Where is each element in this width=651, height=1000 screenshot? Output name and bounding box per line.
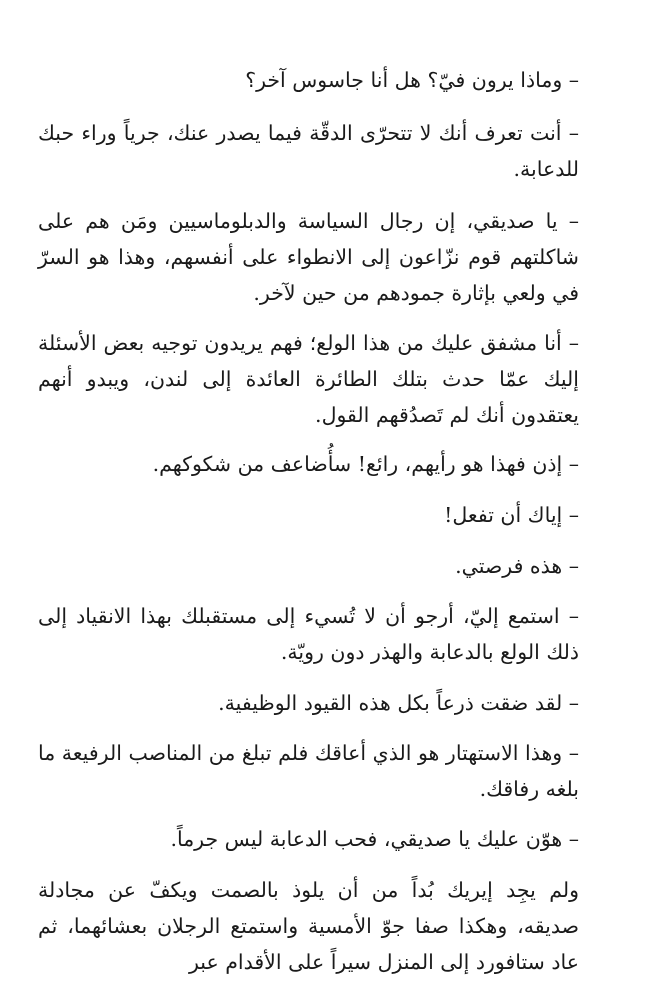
dialogue-line: – هوّن عليك يا صديقي، فحب الدعابة ليس جرماً. <box>170 827 579 851</box>
dialogue-line: – إذن فهذا هو رأيهم، رائع! سأُضاعف من شكوكهم. <box>152 452 579 476</box>
narrative-paragraph: ولم يجِد إيريك بُداً من أن يلوذ بالصمت ويكفّ عن مجادلة صديقه، وهكذا صفا جوّ الأمسية واستمتع الرجلان بعشائهما، ثم عاد ستافورد إلى المنزل سيراً على الأقدام عبر <box>38 878 579 974</box>
dialogue-line: – استمع إليّ، أرجو أن لا تُسيء إلى مستقبلك بهذا الانقياد إلى ذلك الولع بالدعابة والهذر دون رويّة. <box>38 604 579 664</box>
dialogue-line: – وماذا يرون فيّ؟ هل أنا جاسوس آخر؟ <box>245 68 579 92</box>
dialogue-line: – يا صديقي، إن رجال السياسة والدبلوماسيين ومَن هم على شاكلتهم قوم نزّاعون إلى الانطواء على أنفسهم، وهذا هو السرّ في ولعي بإثارة جمودهم من حين لآخر. <box>38 209 579 305</box>
dialogue-line: – أنت تعرف أنك لا تتحرّى الدقّة فيما يصدر عنك، جرياً وراء حبك للدعابة. <box>38 121 579 181</box>
dialogue-line: – هذه فرصتي. <box>455 554 579 578</box>
dialogue-line: – أنا مشفق عليك من هذا الولع؛ فهم يريدون توجيه بعض الأسئلة إليك عمّا حدث بتلك الطائرة العائدة إلى لندن، ويبدو أنهم يعتقدون أنك لم تَصدُقهم القول. <box>38 331 580 427</box>
dialogue-line: – لقد ضقت ذرعاً بكل هذه القيود الوظيفية. <box>218 691 579 715</box>
dialogue-line: – إياك أن تفعل! <box>444 503 579 527</box>
dialogue-line: – وهذا الاستهتار هو الذي أعاقك فلم تبلغ من المناصب الرفيعة ما بلغه رفاقك. <box>38 741 579 801</box>
